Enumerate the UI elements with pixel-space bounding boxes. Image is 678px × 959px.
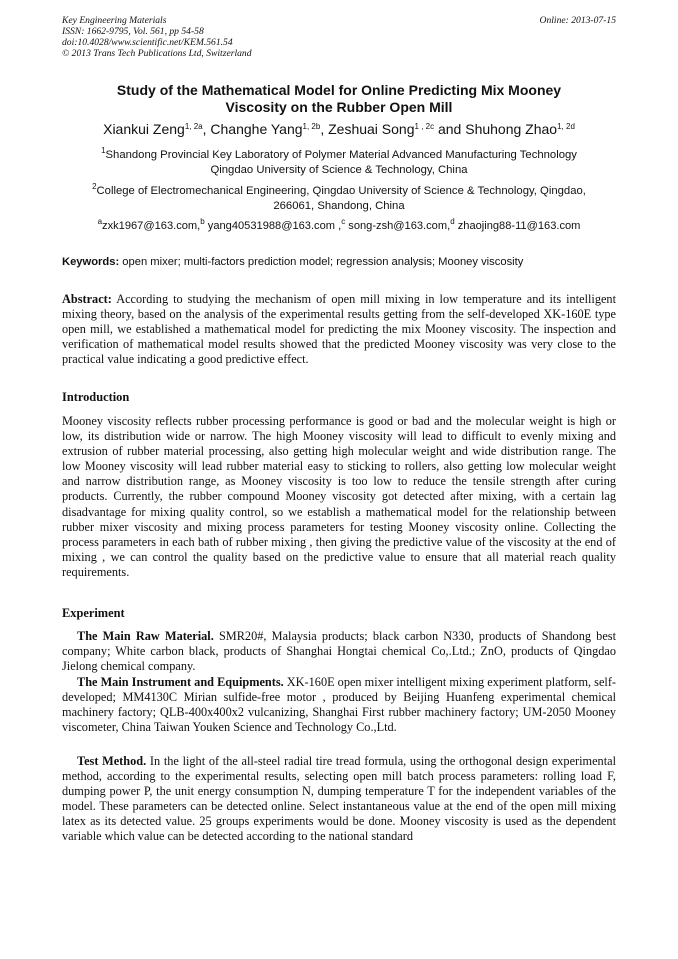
email-sup: d xyxy=(450,217,455,226)
author-separator: , xyxy=(202,121,211,137)
copyright-line: © 2013 Trans Tech Publications Ltd, Switzerland xyxy=(62,48,252,59)
author-name: Xiankui Zeng xyxy=(103,121,185,137)
paper-title xyxy=(62,82,616,116)
email-sup: c xyxy=(341,217,346,226)
author-separator: , xyxy=(320,121,329,137)
author-affil-sup: 1 , 2c xyxy=(414,122,435,131)
affiliation-line: Shandong Provincial Key Laboratory of Polymer Material Advanced Manufacturing Technology xyxy=(105,149,577,161)
affiliation-line: College of Electromechanical Engineering, Qingdao University of Science & Technology, Qingdao, xyxy=(96,185,586,197)
author-affil-sup: 1, 2a xyxy=(184,122,203,131)
affiliation-1 xyxy=(62,148,616,178)
journal-name: Key Engineering Materials xyxy=(62,15,167,26)
doi-line: doi:10.4028/www.scientific.net/KEM.561.54 xyxy=(62,37,233,48)
keywords-text: open mixer; multi-factors prediction model; regression analysis; Mooney viscosity xyxy=(119,256,524,268)
author-name: Changhe Yang xyxy=(210,121,303,137)
author-name: Shuhong Zhao xyxy=(465,121,558,137)
test-method-text: In the light of the all-steel radial tire tread formula, using the orthogonal design experimental method, according to the experimental results, selecting open mill batch process parameters: rolling load F, dumping power P, the unit energy consumption N, dumping temperature T for the independent variables of the model. These parameters can be detected online. Select instantaneous value at the end of the open mill mixing latex as its detected value. 25 groups experiments would be done. Mooney viscosity is used as the dependent variable which value can be detected according to the national standard xyxy=(62,754,616,844)
introduction-text: Mooney viscosity reflects rubber processing performance is good or bad and the molecular weight is high or low, its distribution wide or narrow. The high Mooney viscosity will lead to difficult to evenly mixing and extrusion of rubber material processing, also getting high molecular weight and wide distribution range. The low Mooney viscosity will lead rubber material easy to sticking to rollers, also getting low molecular weight and narrow distribution range, as Mooney viscosity is too low to reduce the tensile strength after curing products. Currently, the rubber compound Mooney viscosity got detected after mixing, with a certain lag disadvantage for mixing quality control, so we establish a mathematical model for the relationship between rubber mixer viscosity and mixing process parameters for testing Mooney viscosity online. Collecting the process parameters in each bath of rubber mixing , then giving the predictive value of the viscosity at the end of mixing , we can control the quality based on the predictive value to ensure that all material reach quality requirements. xyxy=(62,414,616,579)
affiliation-number: 2 xyxy=(92,182,97,191)
abstract xyxy=(62,292,616,367)
raw-material-paragraph xyxy=(62,629,616,674)
title-line-2: Viscosity on the Rubber Open Mill xyxy=(225,99,453,115)
author-separator: and xyxy=(434,121,466,137)
abstract-text: According to studying the mechanism of open mill mixing in low temperature and its intelligent mixing theory, based on the analysis of the experimental results getting from the self-developed XK-160E type open mill, we established a mathematical model for predicting the mix Mooney viscosity. The inspection and verification of mathematical model results showed that the predicted Mooney viscosity was very close to the practical value indicating a good predictive effect. xyxy=(62,292,616,367)
raw-material-text: SMR20#, Malaysia products; black carbon N330, products of Shandong best company; White carbon black, products of Shanghai Hongtai chemical Co,.Ltd.; ZnO, products of Qingdao Jielong chemical company. xyxy=(62,629,616,674)
email-link[interactable]: zhaojing88-11@163.com xyxy=(454,220,581,232)
instrument-paragraph xyxy=(62,675,616,735)
instrument-text: XK-160E open mixer intelligent mixing experiment platform, self-developed; MM4130C Mirian sulfide-free motor , produced by Beijing Huanfeng experimental chemical machinery factory; QLB-400x400x2 vulcanizing, Shanghai First rubber machinery factory; UM-2050 Mooney viscometer, China Taiwan Youken Science and Technology Co.,Ltd. xyxy=(62,675,617,735)
test-method-label: Test Method. xyxy=(77,754,147,768)
introduction-heading: Introduction xyxy=(62,390,130,404)
keywords-label: Keywords: xyxy=(62,256,120,268)
affiliation-number: 1 xyxy=(101,146,106,155)
experiment-heading: Experiment xyxy=(62,606,125,620)
affiliation-2 xyxy=(62,184,616,214)
author-affil-sup: 1, 2d xyxy=(557,122,575,131)
online-date: Online: 2013-07-15 xyxy=(539,15,616,26)
email-link[interactable]: song-zsh@163.com, xyxy=(345,220,451,232)
issn-line: ISSN: 1662-9795, Vol. 561, pp 54-58 xyxy=(62,26,204,37)
affiliation-line: Qingdao University of Science & Technology, China xyxy=(210,164,468,176)
instrument-label: The Main Instrument and Equipments. xyxy=(77,675,284,689)
email-sup: a xyxy=(97,217,103,226)
email-link[interactable]: zxk1967@163.com, xyxy=(102,220,201,232)
email-list xyxy=(62,219,616,234)
author-list xyxy=(62,120,616,138)
abstract-label: Abstract: xyxy=(62,292,112,306)
running-header xyxy=(62,15,618,59)
test-method-paragraph xyxy=(62,754,616,845)
author-affil-sup: 1, 2b xyxy=(302,122,321,131)
email-sup: b xyxy=(200,217,205,226)
author-name: Zeshuai Song xyxy=(328,121,415,137)
raw-material-label: The Main Raw Material. xyxy=(77,629,214,643)
keywords xyxy=(62,255,616,270)
title-line-1: Study of the Mathematical Model for Online Predicting Mix Mooney xyxy=(116,82,562,98)
email-link[interactable]: yang40531988@163.com , xyxy=(204,220,342,232)
affiliation-line: 266061, Shandong, China xyxy=(273,200,405,212)
